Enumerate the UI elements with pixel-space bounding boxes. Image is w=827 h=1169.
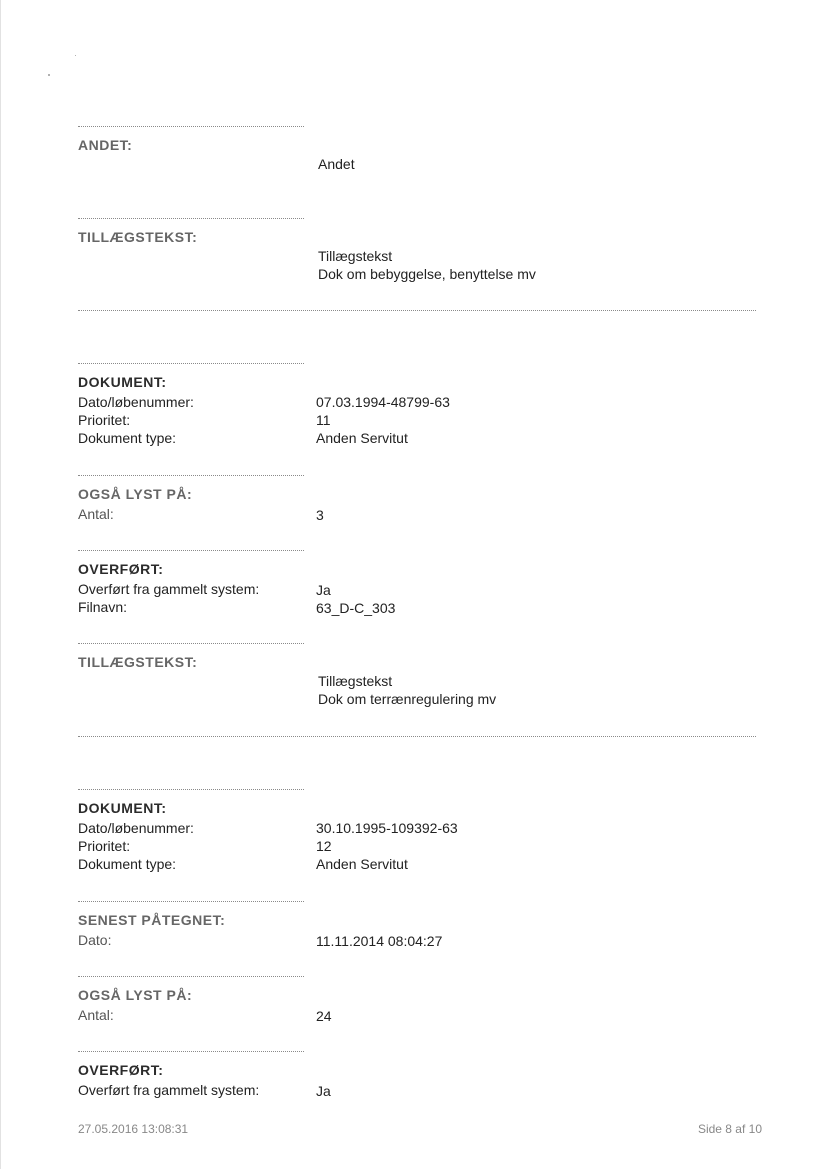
footer-page-number: Side 8 af 10 — [697, 1122, 762, 1136]
field-label: Dato/løbenummer: — [78, 820, 194, 836]
field-label: Antal: — [78, 506, 114, 522]
field-label: Dato/løbenummer: — [78, 394, 194, 410]
tillaegstekst-value: Dok om terrænregulering mv — [318, 691, 497, 707]
field-value: Ja — [316, 582, 331, 598]
section-heading-senest-paategnet: SENEST PÅTEGNET: — [78, 912, 226, 928]
tillaegstekst-value: Tillægstekst — [318, 673, 393, 689]
section-heading-tillaegstekst: TILLÆGSTEKST: — [78, 654, 198, 670]
scan-speck — [75, 55, 76, 56]
scan-edge — [0, 0, 1, 1169]
footer-timestamp: 27.05.2016 13:08:31 — [78, 1122, 189, 1136]
field-value: Ja — [316, 1083, 331, 1099]
field-value: 24 — [316, 1008, 332, 1024]
field-label: Antal: — [78, 1007, 114, 1023]
section-heading-dokument: DOKUMENT: — [78, 374, 167, 390]
section-heading-andet: ANDET: — [78, 137, 133, 153]
field-value: 11.11.2014 08:04:27 — [316, 933, 443, 949]
field-value: 63_D-C_303 — [316, 600, 396, 616]
section-divider — [78, 976, 304, 977]
section-heading-overfoert: OVERFØRT: — [78, 561, 164, 577]
field-label: Dato: — [78, 932, 112, 948]
section-divider — [78, 901, 304, 902]
scan-speck — [48, 74, 50, 76]
field-label: Filnavn: — [78, 599, 128, 615]
section-divider — [78, 475, 304, 476]
field-label: Overført fra gammelt system: — [78, 1082, 260, 1098]
section-divider — [78, 126, 304, 127]
field-label: Dokument type: — [78, 856, 177, 872]
field-label: Overført fra gammelt system: — [78, 581, 260, 597]
section-divider — [78, 363, 304, 364]
section-heading-ogsaa-lyst-paa: OGSÅ LYST PÅ: — [78, 987, 193, 1003]
section-heading-overfoert: OVERFØRT: — [78, 1062, 164, 1078]
field-label: Prioritet: — [78, 838, 131, 854]
section-divider — [78, 550, 304, 551]
field-value: Anden Servitut — [316, 856, 408, 872]
section-heading-tillaegstekst: TILLÆGSTEKST: — [78, 229, 198, 245]
field-value: 30.10.1995-109392-63 — [316, 820, 458, 836]
document-separator — [78, 310, 756, 311]
field-label: Prioritet: — [78, 412, 131, 428]
field-value: 3 — [316, 507, 324, 523]
section-divider — [78, 1051, 304, 1052]
section-divider — [78, 218, 304, 219]
document-separator — [78, 736, 756, 737]
tillaegstekst-value: Tillægstekst — [318, 248, 393, 264]
field-value: Anden Servitut — [316, 430, 408, 446]
section-heading-ogsaa-lyst-paa: OGSÅ LYST PÅ: — [78, 486, 193, 502]
field-label: Dokument type: — [78, 430, 177, 446]
field-value: 07.03.1994-48799-63 — [316, 394, 450, 410]
field-value: 11 — [316, 412, 331, 428]
section-heading-dokument: DOKUMENT: — [78, 800, 167, 816]
andet-value: Andet — [318, 156, 355, 172]
section-divider — [78, 643, 304, 644]
field-value: 12 — [316, 838, 332, 854]
tillaegstekst-value: Dok om bebyggelse, benyttelse mv — [318, 266, 536, 282]
section-divider — [78, 789, 304, 790]
